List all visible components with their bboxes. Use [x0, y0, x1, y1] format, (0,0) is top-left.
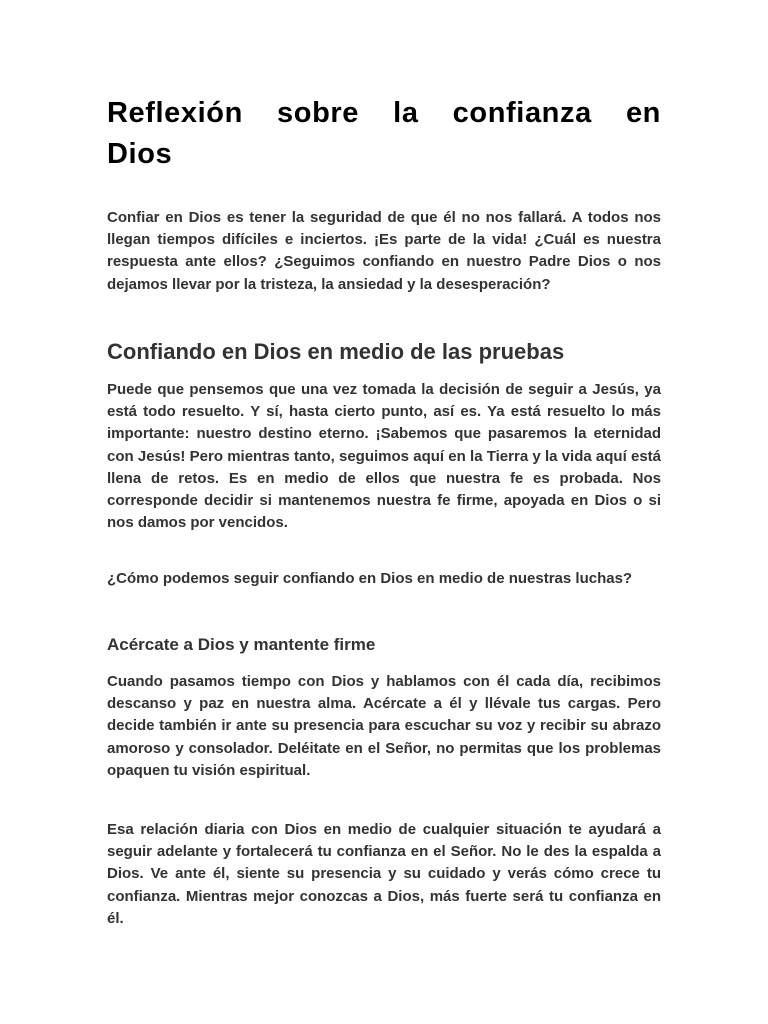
subheading-acercate: Acércate a Dios y mantente firme	[107, 635, 376, 654]
section2-paragraph-1: Cuando pasamos tiempo con Dios y hablamos con él cada día, recibimos descanso y paz en nuestra alma. Acércate a él y llévale tus cargas. Pero decide también ir ante su presencia para escuchar su voz y recibir su abrazo amoroso y consolador. Deléitate en el Señor, no permitas que los problemas opaquen tu visión espiritual.	[107, 673, 661, 779]
section1-question: ¿Cómo podemos seguir confiando en Dios en medio de nuestras luchas?	[107, 570, 633, 587]
section1-paragraph: Puede que pensemos que una vez tomada la decisión de seguir a Jesús, ya está todo resuelto. Y sí, hasta cierto punto, así es. Ya está resuelto lo más importante: nuestro destino eterno. ¡Sabemos que pasaremos la eternidad con Jesús! Pero mientras tanto, seguimos aquí en la Tierra y la vida aquí está llena de retos. Es en medio de ellos que nuestra fe es probada. Nos corresponde decidir si mantenemos nuestra fe firme, apoyada en Dios o si nos damos por vencidos.	[107, 381, 661, 532]
intro-paragraph: Confiar en Dios es tener la seguridad de que él no nos fallará. A todos nos llegan tiempos difíciles e inciertos. ¡Es parte de la vida! ¿Cuál es nuestra respuesta ante ellos? ¿Seguimos confiando en nuestro Padre Dios o nos dejamos llevar por la tristeza, la ansiedad y la desesperación?	[107, 209, 661, 293]
section-heading-pruebas: Confiando en Dios en medio de las pruebas	[107, 339, 565, 364]
section2-paragraph-2: Esa relación diaria con Dios en medio de cualquier situación te ayudará a seguir adelante y fortalecerá tu confianza en el Señor. No le des la espalda a Dios. Ve ante él, siente su presencia y su cuidado y verás cómo crece tu confianza. Mientras mejor conozcas a Dios, más fuerte será tu confianza en él.	[107, 821, 661, 927]
page-title: Reflexión sobre la confianza en Dios	[107, 97, 661, 170]
